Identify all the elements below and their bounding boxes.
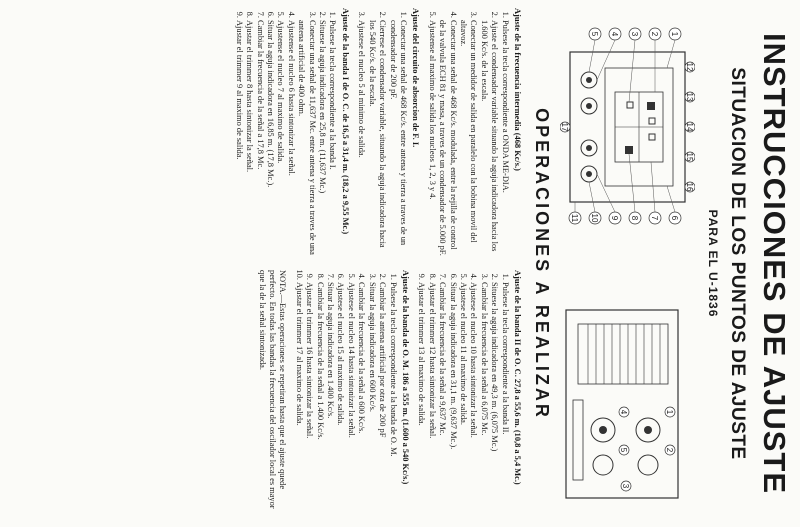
chassis-callout-3: 3 [621,483,630,489]
step: 2. Cierrese el condensador variable, situando la aguja indicadora hacia los 540 Kc/s. de la escala. [366,20,387,258]
step: 6. Ajustese el nucleo 15 al maximo de salida. [335,282,345,520]
page-title: INSTRUCCIONES DE AJUSTE [757,32,792,495]
callout-6: 6 [670,215,679,221]
callout-14: 14 [685,122,694,132]
left-column [227,8,522,258]
step: 4. Ajustense el nucleo 6 hasta sintonizar la señal. [285,20,295,258]
callout-4: 4 [610,31,619,37]
step: 2. Cambiar la antena artificial por otra de 200 pF [377,282,387,520]
callout-8: 8 [630,215,639,221]
step: 1. Conectar una señal de 468 Kc/s. entre antena y tierra a traves de un condensador de 200 pF. [387,20,408,258]
step: 9. Ajustar el trimmer 16 hasta sintonizar la señal. [304,282,314,520]
callout-12: 12 [685,62,694,72]
step: 8. Ajustar el trimmer 8 hasta sintonizar la señal. [244,20,254,258]
page-subtitle: SITUACION DE LOS PUNTOS DE AJUSTE [727,67,748,460]
step: 5. Ajustese el nucleo 14 hasta sintonizar la señal. [346,282,356,520]
step: 9. Ajustar el trimmer 9 al maximo de salida. [233,20,243,258]
instructions-area [4,8,552,520]
steps-absorcion [356,8,408,258]
step: 8. Ajustar el trimmer 12 hasta sintonizar la señal. [426,282,436,520]
step: 8. Cambiar la frecuencia de la señal a 1.400 Kc/s. [314,282,324,520]
step: 1. Pulsese la tecla correspondiente a la banda II. [499,282,509,520]
chassis-callout-1: 1 [665,409,674,415]
note-text: NOTA.—Estas operaciones se repetiran hasta que el ajuste quede perfecto. En todas las bandas la frecuencia del oscilador local es mayor que la de la señal sintonizada. [257,270,288,509]
step: 4. Conectar una señal de 468 Kc/s. modulada, entre la rejilla de control de la valvula ECH 81 y masa, a traves de un condensador de 5.000 pF. [437,20,458,258]
right-column [256,270,522,520]
callout-7: 7 [650,215,659,221]
steps-banda-1 [233,8,337,258]
group-heading-absorcion: Ajuste del circuito de absorcion de F. I. [411,8,421,148]
chassis-diagram [558,300,688,510]
step: 1. Pulsese la tecla correspondiente a la banda de O. M. [387,282,397,520]
step: 5. Ajustense el nucleo 7 al maximo de salida. [275,20,285,258]
step: 9. Ajustar el trimmer 13 al maximo de salida. [416,282,426,520]
model-label: PARA EL U-1836 [706,209,720,318]
step: 7. Cambiar la frecuencia de la señal a 17,8 Mc. [254,20,264,258]
step: 3. Cambiar la frecuencia de la señal a 6,075 Mc. [478,282,488,520]
step: 7. Cambiar la frecuencia de la señal a 9,637 Mc. [437,282,447,520]
step: 3. Conectar una señal de 11,637 Mc. entre antena y tierra a traves de una antena artificial de 400 ohm. [296,20,317,258]
step: 3. Ajustese el nucleo 5 al minimo de salida. [356,20,366,258]
step: 2. Situese la aguja indicadora en 25,8 m. (11,637 Mc.) [317,20,327,258]
group-heading-om: Ajuste de la banda de O. M. 186 a 555 m. (1.600 a 540 Kc/s.) [400,270,410,485]
step: 2. Situese la aguja indicadora en 49,3 m. (6,075 Mc.) [489,282,499,520]
step: 7. Situar la aguja indicadora en 1.400 Kc/s. [325,282,335,520]
callout-11: 11 [570,213,579,223]
chassis-callout-5: 5 [619,447,628,453]
step: 10. Ajustar el trimmer 17 al maximo de salida. [293,282,303,520]
step: 4. Ajustese el nucleo 10 hasta sintonizar la señal. [468,282,478,520]
steps-banda-2 [416,270,510,520]
step: 5. Ajustense al maximo de salida los nucleos 1, 2, 3 y 4. [426,20,436,258]
callout-9: 9 [610,215,619,221]
callout-10: 10 [590,213,599,223]
step: 6. Situar la aguja indicadora en 31,1 m. (9,637 Mc.). [447,282,457,520]
step: 4. Cambiar la frecuencia de la señal a 600 Kc/s. [356,282,366,520]
chassis-callout-4: 4 [619,409,628,415]
step: 3. Conectar un medidor de salida en paralelo con la bobina movil del altavoz. [458,20,479,258]
callout-16: 16 [685,182,694,192]
step: 1. Pulsese la tecla correspondiente a ONDA ME-DIA. [499,20,509,258]
callout-17: 17 [560,122,569,132]
step: 2. Ajuste el condensador variable situando la aguja indicadora hacia los 1.600 Kc/s. de la escala. [478,20,499,258]
step: 5. Ajustese el nucleo 11 al maximo de salida. [458,282,468,520]
group-heading-banda-1: Ajuste de la banda I de O. C. de 16,5 a 31,4 m. (18,2 a 9,55 Mc.) [340,8,350,235]
group-heading-banda-2: Ajuste de la banda II de O. C. 27,8 a 55,6 m. (10,8 a 5,4 Mc.) [513,270,522,485]
section-title: OPERACIONES A REALIZAR [532,108,552,420]
callout-5: 5 [590,31,599,37]
steps-om [293,270,397,520]
callout-2: 2 [650,31,659,37]
callout-1: 1 [670,31,679,37]
step: 1. Pulsese la tecla correspondiente a la banda I. [327,20,337,258]
group-heading-fi: Ajuste de la frecuencia intermedia (468 Kc/s.) [513,8,522,171]
callout-15: 15 [685,152,694,162]
callout-3: 3 [630,31,639,37]
step: 6. Situar la aguja indicadora en 16,85 m. (17,8 Mc.). [265,20,275,258]
steps-fi [426,8,509,258]
step: 3. Situar la aguja indicadora en 600 Kc/s. [366,282,376,520]
callout-13: 13 [685,92,694,102]
top-view-diagram [560,22,695,232]
chassis-callout-2: 2 [665,447,674,453]
